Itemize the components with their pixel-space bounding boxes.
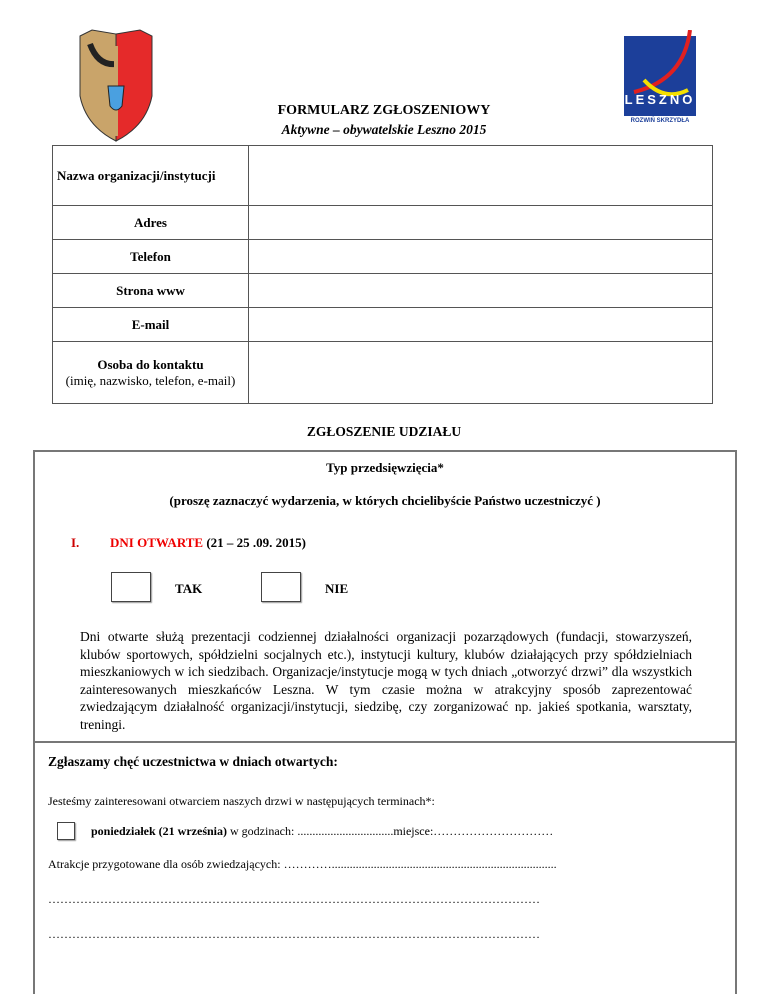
address-field[interactable]: [249, 206, 713, 240]
description: Dni otwarte służą prezentacji codziennej działalności organizacji pozarządowych (fundacji, stowarzyszeń, klubów sportowych, spółdzielni socjalnych etc.), instytucji kultury, klubów działających przy spółdzielniach mieszkaniowych w ich siedzibach. Organizacje/instytucje mogą w tych dniach „otworzyć drzwi” dla wszystkich zainteresowanych mieszkańców Leszna. W tym czasie można w atrakcyjny sposób zaprezentować zwiedzającym działalność organizacji/instytucji, siedzibę, czy zorganizować np. jakieś spotkania, warsztaty, treningi.: [80, 629, 692, 732]
attractions-line[interactable]: Atrakcje przygotowane dla osób zwiedzających: …………...........................................................................: [48, 857, 557, 871]
monday-line: [91, 824, 553, 839]
name-field[interactable]: [249, 146, 713, 206]
label-phone: Telefon: [53, 240, 249, 274]
website-field[interactable]: [249, 274, 713, 308]
interest-text: Jesteśmy zainteresowani otwarciem naszych drzwi w następujących terminach*:: [48, 794, 435, 808]
label-email: E-mail: [53, 308, 249, 342]
declare-heading: Zgłaszamy chęć uczestnictwa w dniach otwartych:: [48, 754, 338, 769]
logo-subtext: ROZWIŃ SKRZYDŁA: [630, 118, 690, 124]
contact-field[interactable]: [249, 342, 713, 404]
attractions-line-3[interactable]: ……………………………………………………………………………………………………………: [48, 927, 540, 941]
organization-info-table: [52, 145, 713, 404]
label-name: Nazwa organizacji/instytucji: [53, 146, 249, 206]
form-subtitle: Aktywne – obywatelskie Leszno 2015: [281, 122, 487, 137]
phone-field[interactable]: [249, 240, 713, 274]
logo-text: LESZNO: [624, 92, 696, 107]
type-note: (proszę zaznaczyć wydarzenia, w których chcielibyście Państwo uczestniczyć ): [169, 493, 601, 508]
label-address: Adres: [53, 206, 249, 240]
item-number: I.: [71, 535, 80, 550]
item-heading: [110, 535, 306, 551]
no-label: NIE: [325, 581, 349, 596]
divider: [35, 741, 735, 743]
attractions-line-2[interactable]: ……………………………………………………………………………………………………………: [48, 892, 540, 906]
no-checkbox[interactable]: [261, 572, 301, 602]
contact-note: (imię, nazwisko, telefon, e-mail): [65, 372, 236, 388]
monday-label: poniedziałek (21 września): [91, 824, 227, 838]
type-label: Typ przedsięwzięcia*: [326, 460, 444, 475]
contact-label: Osoba do kontaktu: [97, 356, 204, 372]
yes-checkbox[interactable]: [111, 572, 151, 602]
monday-checkbox[interactable]: [57, 822, 75, 840]
label-contact: [53, 342, 249, 404]
email-field[interactable]: [249, 308, 713, 342]
item-dates: (21 – 25 .09. 2015): [206, 535, 307, 550]
participation-box: [33, 450, 737, 994]
section-title: ZGŁOSZENIE UDZIAŁU: [306, 424, 462, 439]
item-title: DNI OTWARTE: [110, 535, 204, 550]
yes-label: TAK: [175, 581, 203, 596]
label-website: Strona www: [53, 274, 249, 308]
monday-hours[interactable]: w godzinach: ................................miejsce:…………………………: [227, 824, 554, 838]
form-title: FORMULARZ ZGŁOSZENIOWY: [277, 103, 491, 118]
